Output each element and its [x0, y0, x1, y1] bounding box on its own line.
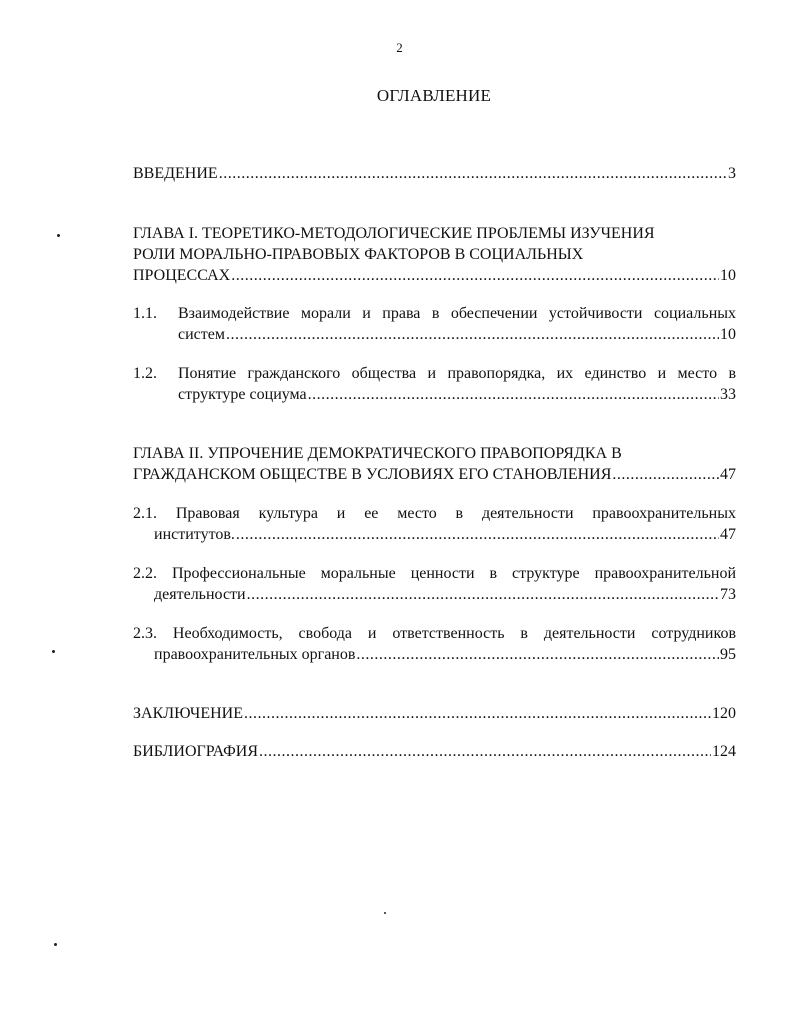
toc-page-number: 33	[720, 386, 736, 403]
chapter-title-line	[133, 244, 736, 265]
leader-dots	[219, 163, 727, 184]
toc-page-number: 3	[728, 165, 736, 182]
section-title-line-2: правоохранительных органов	[154, 646, 356, 663]
chapter-title-line-1: ГЛАВА I. ТЕОРЕТИКО-МЕТОДОЛОГИЧЕСКИЕ ПРОБЛЕМЫ ИЗУЧЕНИЯ	[133, 225, 655, 242]
leader-dots	[612, 464, 719, 485]
toc-entry-introduction[interactable]	[133, 163, 736, 184]
page-title: ОГЛАВЛЕНИЕ	[376, 86, 492, 105]
toc-entry-section-1-1[interactable]	[133, 303, 736, 345]
chapter-title-line-2: ГРАЖДАНСКОМ ОБЩЕСТВЕ В УСЛОВИЯХ ЕГО СТАНОВЛЕНИЯ	[133, 466, 612, 483]
page-number: 2	[396, 40, 403, 55]
chapter-title-line	[133, 223, 736, 244]
toc-page-number: 47	[720, 466, 736, 483]
section-number: 1.2.	[133, 365, 157, 382]
toc-page-number: 73	[720, 586, 736, 603]
leader-dots	[231, 265, 719, 286]
section-title-line-1: Взаимодействие морали и права в обеспечении устойчивости социальных	[178, 305, 736, 322]
toc-entry-section-1-2[interactable]	[133, 363, 736, 405]
chapter-title-line-1: ГЛАВА II. УПРОЧЕНИЕ ДЕМОКРАТИЧЕСКОГО ПРАВОПОРЯДКА В	[133, 445, 622, 462]
leader-dots	[247, 584, 719, 605]
leader-dots	[356, 644, 719, 665]
toc-label: БИБЛИОГРАФИЯ	[133, 743, 259, 760]
scan-speck	[57, 234, 60, 237]
chapter-title-line-2: РОЛИ МОРАЛЬНО-ПРАВОВЫХ ФАКТОРОВ В СОЦИАЛЬНЫХ	[133, 246, 584, 263]
section-title-line-2: систем	[178, 326, 225, 343]
section-title-line-1: Понятие гражданского общества и правопорядка, их единство и место в	[178, 365, 736, 382]
toc-entry-chapter-1[interactable]	[133, 223, 736, 286]
leader-dots	[259, 741, 711, 762]
section-title-line-1: 2.1. Правовая культура и ее место в деятельности правоохранительных	[133, 505, 736, 522]
section-number: 1.1.	[133, 305, 157, 322]
toc-page-number: 10	[720, 267, 736, 284]
leader-dots	[308, 384, 719, 405]
toc-entry-chapter-2[interactable]	[133, 443, 736, 485]
section-title-line-2: институтов.	[154, 526, 235, 543]
toc-label: ЗАКЛЮЧЕНИЕ	[133, 705, 243, 722]
leader-dots	[236, 524, 719, 545]
toc-label: ВВЕДЕНИЕ	[133, 165, 218, 182]
leader-dots	[226, 324, 719, 345]
toc-page-number: 47	[720, 526, 736, 543]
section-title-line-1: 2.2. Профессиональные моральные ценности в структуре правоохранительной	[133, 565, 736, 582]
toc-entry-bibliography[interactable]	[133, 741, 736, 762]
toc-entry-conclusion[interactable]	[133, 703, 736, 724]
toc-page-number: 124	[712, 743, 736, 760]
section-title-line-2: структуре социума	[178, 386, 307, 403]
scan-speck	[384, 912, 386, 914]
toc-entry-section-2-2[interactable]	[133, 563, 736, 605]
toc-page-number: 95	[720, 646, 736, 663]
scan-speck	[52, 650, 55, 653]
section-title-line-1: 2.3. Необходимость, свобода и ответственность в деятельности сотрудников	[133, 625, 736, 642]
section-title-line-2: деятельности	[154, 586, 246, 603]
chapter-title-line	[133, 443, 736, 464]
chapter-title-line-3: ПРОЦЕССАХ	[133, 267, 231, 284]
leader-dots	[244, 703, 711, 724]
toc-entry-section-2-1[interactable]	[133, 503, 736, 545]
toc-page-number: 120	[712, 705, 736, 722]
toc-entry-section-2-3[interactable]	[133, 623, 736, 665]
toc-page-number: 10	[720, 326, 736, 343]
scan-speck	[54, 943, 57, 946]
